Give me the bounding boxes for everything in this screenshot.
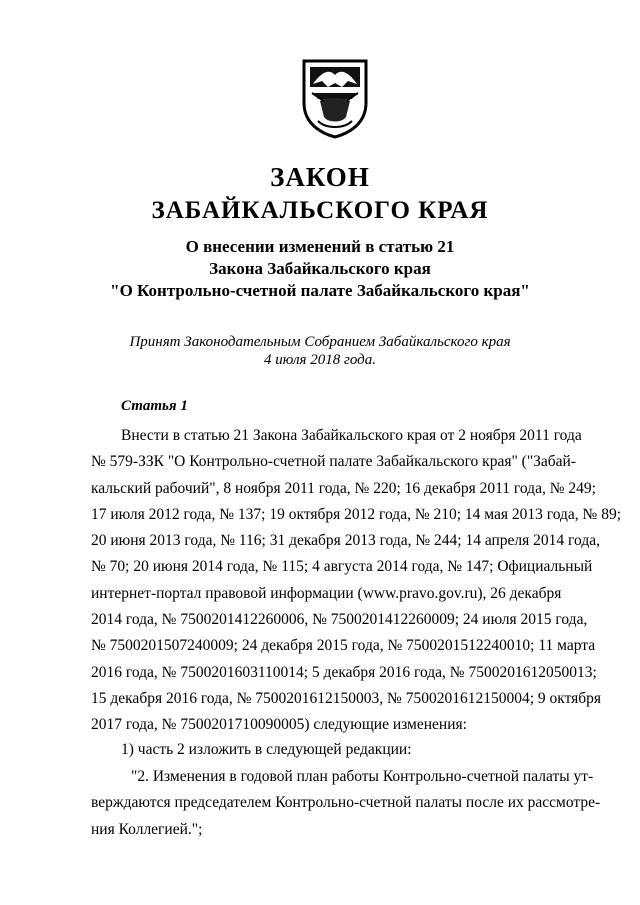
paragraph-line: Внести в статью 21 Закона Забайкальского края от 2 ноября 2011 года <box>121 427 582 444</box>
subtitle-line: "О Контрольно-счетной палате Забайкальского края" <box>110 281 530 300</box>
amendment-item: 1) часть 2 изложить в следующей редакции: <box>121 741 412 758</box>
paragraph-line: 2017 года, № 7500201710090005) следующие изменения: <box>91 716 467 734</box>
paragraph-line: интернет-портал правовой информации (www.pravo.gov.ru), 26 декабря <box>91 584 562 602</box>
paragraph-line: 17 июля 2012 года, № 137; 19 октября 2012 года, № 210; 14 мая 2013 года, № 89; <box>91 505 622 523</box>
adoption-note-line: 4 июля 2018 года. <box>264 352 376 368</box>
paragraph-line: 15 декабря 2016 года, № 7500201612150003, № 7500201612150004; 9 октября <box>91 689 602 707</box>
law-title: ЗАКОН <box>270 162 370 192</box>
amendment-text <box>91 764 601 843</box>
paragraph-line: 2016 года, № 7500201603110014; 5 декабря 2016 года, № 7500201612050013; <box>91 663 597 681</box>
paragraph-line: ния Коллегией."; <box>91 820 203 838</box>
paragraph-line: № 70; 20 июня 2014 года, № 115; 4 августа 2014 года, № 147; Официальный <box>91 558 593 576</box>
paragraph-line: № 7500201507240009; 24 декабря 2015 года, № 7500201512240010; 11 марта <box>91 637 596 655</box>
coat-of-arms-emblem <box>300 57 370 139</box>
paragraph-line: кальский рабочий", 8 ноября 2011 года, № 220; 16 декабря 2011 года, № 249; <box>91 479 596 497</box>
subtitle-line: Закона Забайкальского края <box>209 259 431 278</box>
paragraph-line: "2. Изменения в годовой план работы Контрольно-счетной палаты ут- <box>131 768 594 785</box>
paragraph-line: 2014 года, № 7500201412260006, № 7500201412260009; 24 июля 2015 года, <box>91 611 588 629</box>
subtitle-line: О внесении изменений в статью 21 <box>185 237 455 256</box>
paragraph-line: № 579-ЗЗК "О Контрольно-счетной палате Забайкальского края" ("Забай- <box>91 453 577 471</box>
article-paragraph <box>91 423 622 739</box>
paragraph-line: 20 июня 2013 года, № 116; 31 декабря 2013 года, № 244; 14 апреля 2014 года, <box>91 532 600 550</box>
article-heading: Статья 1 <box>121 398 188 414</box>
region-title: ЗАБАЙКАЛЬСКОГО КРАЯ <box>151 197 489 224</box>
paragraph-line: верждаются председателем Контрольно-счетной палаты после их рассмотре- <box>91 794 601 812</box>
adoption-note-line: Принят Законодательным Собранием Забайкальского края <box>129 334 511 350</box>
